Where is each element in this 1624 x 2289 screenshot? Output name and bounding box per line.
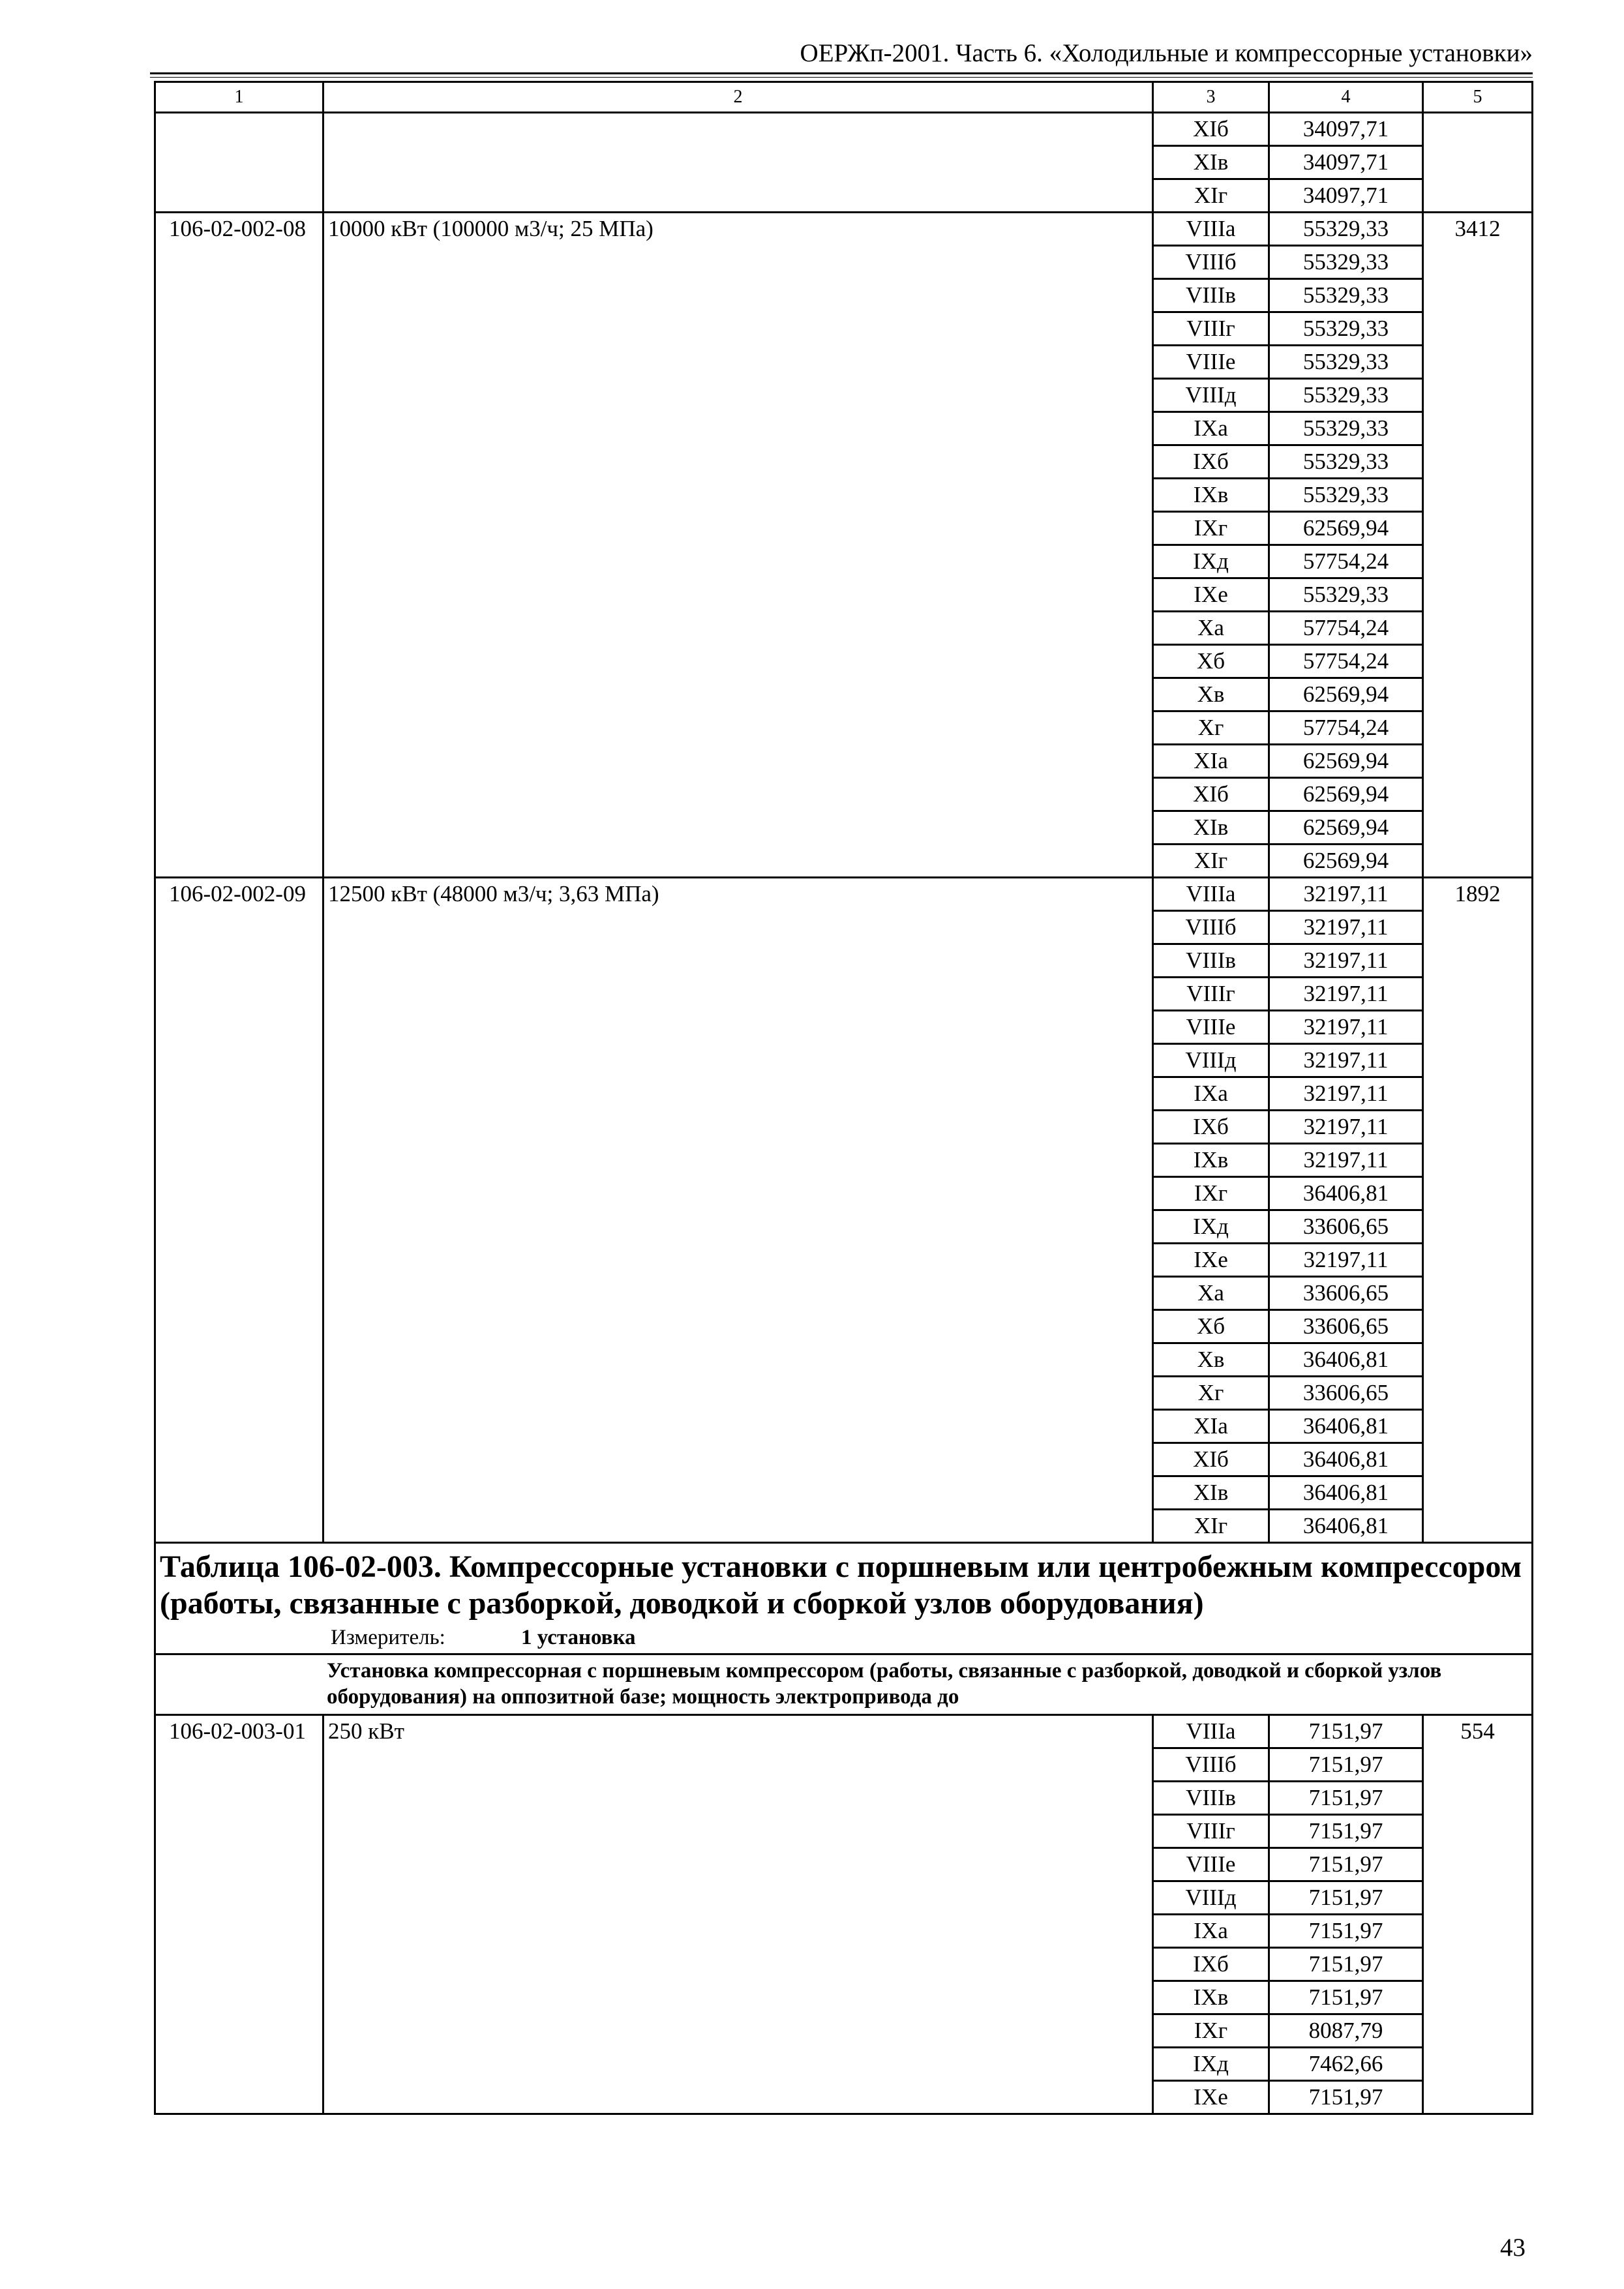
zone-cell: VIIIе xyxy=(1153,1848,1269,1881)
zone-cell: IXв xyxy=(1153,1981,1269,2014)
price-cell: 62569,94 xyxy=(1269,811,1423,845)
zone-cell: VIIIа xyxy=(1153,878,1269,911)
price-cell: 7151,97 xyxy=(1269,1848,1423,1881)
rate-name xyxy=(323,113,1153,213)
zone-cell: IXа xyxy=(1153,1915,1269,1948)
rate-code: 106-02-002-08 xyxy=(155,213,323,878)
price-cell: 7151,97 xyxy=(1269,1782,1423,1815)
price-cell: 32197,11 xyxy=(1269,911,1423,944)
table-row xyxy=(155,1715,1533,1748)
zone-cell: XIг xyxy=(1153,1510,1269,1543)
price-cell: 34097,71 xyxy=(1269,179,1423,213)
zone-cell: IXе xyxy=(1153,1244,1269,1277)
price-cell: 62569,94 xyxy=(1269,512,1423,545)
section-title-cell xyxy=(155,1543,1533,1654)
zone-cell: VIIIа xyxy=(1153,1715,1269,1748)
unit-price-cell xyxy=(1423,113,1533,213)
rate-code: 106-02-002-09 xyxy=(155,878,323,1543)
price-cell: 32197,11 xyxy=(1269,1011,1423,1044)
zone-cell: IXа xyxy=(1153,412,1269,445)
price-cell: 33606,65 xyxy=(1269,1210,1423,1244)
rate-code xyxy=(155,113,323,213)
zone-cell: VIIIв xyxy=(1153,944,1269,978)
zone-cell: XIв xyxy=(1153,1476,1269,1510)
column-number-row xyxy=(155,82,1533,113)
subtitle-row xyxy=(155,1654,1533,1715)
zone-cell: Xг xyxy=(1153,711,1269,745)
price-cell: 55329,33 xyxy=(1269,479,1423,512)
zone-cell: Xб xyxy=(1153,1310,1269,1343)
price-cell: 36406,81 xyxy=(1269,1443,1423,1476)
zone-cell: XIа xyxy=(1153,745,1269,778)
price-cell: 8087,79 xyxy=(1269,2014,1423,2048)
zone-cell: VIIIе xyxy=(1153,1011,1269,1044)
price-cell: 57754,24 xyxy=(1269,612,1423,645)
price-cell: 36406,81 xyxy=(1269,1510,1423,1543)
rates-table xyxy=(154,81,1533,2115)
price-cell: 32197,11 xyxy=(1269,978,1423,1011)
price-cell: 32197,11 xyxy=(1269,878,1423,911)
price-cell: 62569,94 xyxy=(1269,678,1423,711)
page-number: 43 xyxy=(1500,2234,1526,2262)
zone-cell: XIв xyxy=(1153,146,1269,179)
zone-cell: VIIIг xyxy=(1153,1815,1269,1848)
zone-cell: IXб xyxy=(1153,1948,1269,1981)
rate-name: 10000 кВт (100000 м3/ч; 25 МПа) xyxy=(323,213,1153,878)
price-cell: 57754,24 xyxy=(1269,645,1423,678)
section-title: Таблица 106-02-003. Компрессорные установки с поршневым или центробежным компрессором (работы, связанные с разборкой, доводкой и сборкой узлов оборудования) xyxy=(160,1549,1522,1621)
price-cell: 36406,81 xyxy=(1269,1343,1423,1377)
price-cell: 34097,71 xyxy=(1269,146,1423,179)
price-cell: 62569,94 xyxy=(1269,778,1423,811)
price-cell: 55329,33 xyxy=(1269,279,1423,312)
price-cell: 55329,33 xyxy=(1269,412,1423,445)
table-row xyxy=(155,878,1533,911)
zone-cell: Xв xyxy=(1153,1343,1269,1377)
zone-cell: IXд xyxy=(1153,545,1269,578)
price-cell: 33606,65 xyxy=(1269,1377,1423,1410)
zone-cell: XIа xyxy=(1153,1410,1269,1443)
zone-cell: VIIIв xyxy=(1153,1782,1269,1815)
price-cell: 34097,71 xyxy=(1269,113,1423,146)
measure-value: 1 установка xyxy=(521,1626,636,1649)
section-row xyxy=(155,1543,1533,1654)
price-cell: 7151,97 xyxy=(1269,1748,1423,1782)
zone-cell: IXе xyxy=(1153,2081,1269,2114)
price-cell: 7151,97 xyxy=(1269,1915,1423,1948)
price-cell: 36406,81 xyxy=(1269,1410,1423,1443)
price-cell: 32197,11 xyxy=(1269,1044,1423,1077)
price-cell: 7151,97 xyxy=(1269,1948,1423,1981)
measure-label: Измеритель: xyxy=(331,1626,445,1649)
price-cell: 32197,11 xyxy=(1269,944,1423,978)
zone-cell: VIIIе xyxy=(1153,346,1269,379)
price-cell: 7462,66 xyxy=(1269,2048,1423,2081)
price-cell: 32197,11 xyxy=(1269,1144,1423,1177)
zone-cell: IXе xyxy=(1153,578,1269,612)
zone-cell: VIIIд xyxy=(1153,1881,1269,1915)
zone-cell: XIб xyxy=(1153,1443,1269,1476)
price-cell: 55329,33 xyxy=(1269,445,1423,479)
price-cell: 55329,33 xyxy=(1269,578,1423,612)
price-cell: 7151,97 xyxy=(1269,2081,1423,2114)
price-cell: 62569,94 xyxy=(1269,745,1423,778)
price-cell: 55329,33 xyxy=(1269,379,1423,412)
header-rule xyxy=(150,72,1533,74)
zone-cell: VIIIг xyxy=(1153,978,1269,1011)
zone-cell: IXг xyxy=(1153,2014,1269,2048)
zone-cell: IXб xyxy=(1153,445,1269,479)
price-cell: 32197,11 xyxy=(1269,1111,1423,1144)
price-cell: 7151,97 xyxy=(1269,1981,1423,2014)
page-header: ОЕРЖп-2001. Часть 6. «Холодильные и компрессорные установки» xyxy=(800,39,1533,67)
table-row xyxy=(155,213,1533,246)
price-cell: 33606,65 xyxy=(1269,1277,1423,1310)
price-cell: 32197,11 xyxy=(1269,1077,1423,1111)
price-cell: 57754,24 xyxy=(1269,711,1423,745)
zone-cell: Xб xyxy=(1153,645,1269,678)
rate-name: 12500 кВт (48000 м3/ч; 3,63 МПа) xyxy=(323,878,1153,1543)
measure-line xyxy=(160,1622,1527,1653)
zone-cell: IXв xyxy=(1153,479,1269,512)
price-cell: 55329,33 xyxy=(1269,213,1423,246)
zone-cell: IXд xyxy=(1153,2048,1269,2081)
zone-cell: Xа xyxy=(1153,1277,1269,1310)
zone-cell: XIг xyxy=(1153,179,1269,213)
zone-cell: IXв xyxy=(1153,1144,1269,1177)
price-cell: 57754,24 xyxy=(1269,545,1423,578)
price-cell: 55329,33 xyxy=(1269,246,1423,279)
zone-cell: XIб xyxy=(1153,113,1269,146)
zone-cell: VIIIа xyxy=(1153,213,1269,246)
zone-cell: IXа xyxy=(1153,1077,1269,1111)
price-cell: 62569,94 xyxy=(1269,845,1423,878)
unit-price-cell: 3412 xyxy=(1423,213,1533,878)
column-number: 1 xyxy=(155,82,323,113)
header-rule-thin xyxy=(150,77,1533,78)
zone-cell: VIIIг xyxy=(1153,312,1269,346)
zone-cell: IXг xyxy=(1153,512,1269,545)
price-cell: 55329,33 xyxy=(1269,346,1423,379)
zone-cell: VIIIб xyxy=(1153,246,1269,279)
price-cell: 7151,97 xyxy=(1269,1881,1423,1915)
section-subtitle: Установка компрессорная с поршневым компрессором (работы, связанные с разборкой, доводкой и сборкой узлов оборудования) на оппозитной базе; мощность электропривода до xyxy=(155,1654,1533,1715)
column-number: 3 xyxy=(1153,82,1269,113)
column-number: 4 xyxy=(1269,82,1423,113)
price-cell: 36406,81 xyxy=(1269,1476,1423,1510)
zone-cell: Xв xyxy=(1153,678,1269,711)
zone-cell: XIб xyxy=(1153,778,1269,811)
zone-cell: XIв xyxy=(1153,811,1269,845)
zone-cell: IXд xyxy=(1153,1210,1269,1244)
zone-cell: Xг xyxy=(1153,1377,1269,1410)
zone-cell: VIIIд xyxy=(1153,379,1269,412)
zone-cell: VIIIб xyxy=(1153,1748,1269,1782)
column-number: 5 xyxy=(1423,82,1533,113)
unit-price-cell: 554 xyxy=(1423,1715,1533,2114)
zone-cell: VIIIб xyxy=(1153,911,1269,944)
zone-cell: VIIIв xyxy=(1153,279,1269,312)
table-row xyxy=(155,113,1533,146)
price-cell: 7151,97 xyxy=(1269,1715,1423,1748)
rate-name: 250 кВт xyxy=(323,1715,1153,2114)
unit-price-cell: 1892 xyxy=(1423,878,1533,1543)
price-cell: 36406,81 xyxy=(1269,1177,1423,1210)
zone-cell: VIIIд xyxy=(1153,1044,1269,1077)
zone-cell: IXб xyxy=(1153,1111,1269,1144)
zone-cell: XIг xyxy=(1153,845,1269,878)
price-cell: 32197,11 xyxy=(1269,1244,1423,1277)
column-number: 2 xyxy=(323,82,1153,113)
zone-cell: IXг xyxy=(1153,1177,1269,1210)
price-cell: 33606,65 xyxy=(1269,1310,1423,1343)
zone-cell: Xа xyxy=(1153,612,1269,645)
price-cell: 55329,33 xyxy=(1269,312,1423,346)
price-cell: 7151,97 xyxy=(1269,1815,1423,1848)
rate-code: 106-02-003-01 xyxy=(155,1715,323,2114)
